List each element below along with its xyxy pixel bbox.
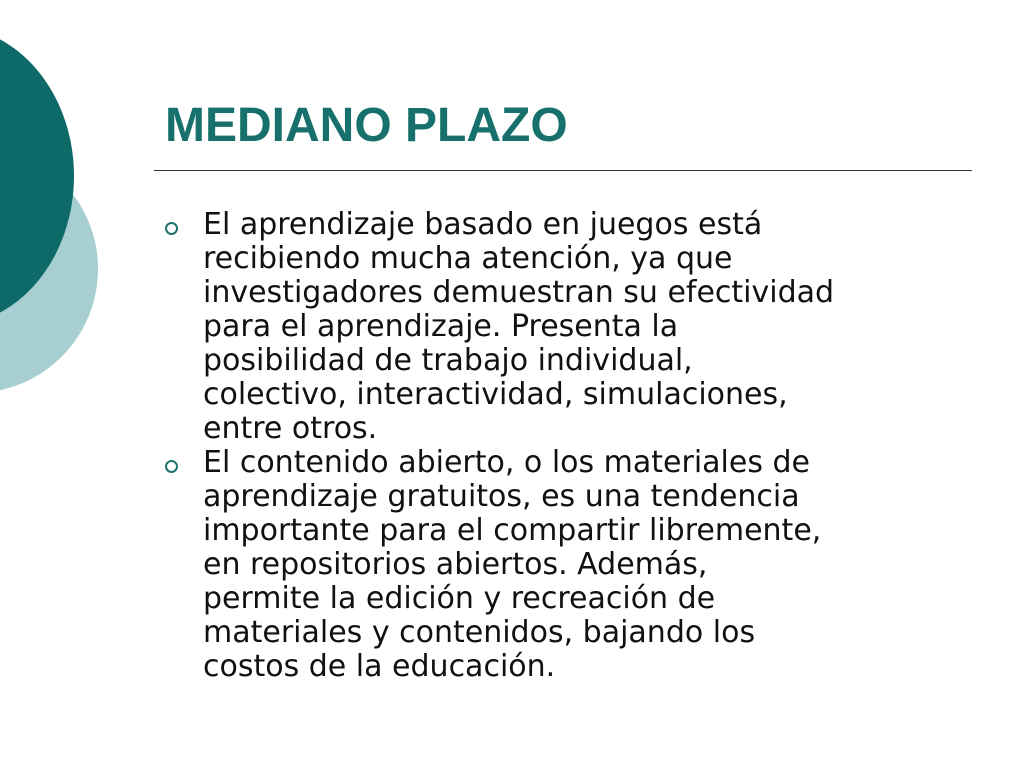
bullet-text: El contenido abierto, o los materiales de aprendizaje gratuitos, es una tendencia importante para el compartir libremente, en repositorios abiertos. Además, permite la edición y recreación de materiales y contenidos, bajando los costos de la educación. bbox=[203, 445, 822, 684]
title-divider bbox=[154, 170, 972, 171]
bullet-text: El aprendizaje basado en juegos está recibiendo mucha atención, ya que investigadores demuestran su efectividad para el aprendizaje. Presenta la posibilidad de trabajo individual, colectivo, interactividad, simulaciones, entre otros. bbox=[203, 207, 835, 446]
bullet-list bbox=[160, 208, 960, 684]
bullet-item bbox=[160, 208, 960, 446]
hollow-circle-icon bbox=[165, 460, 178, 473]
bullet-item bbox=[160, 446, 960, 684]
slide-title: MEDIANO PLAZO bbox=[165, 99, 568, 152]
hollow-circle-icon bbox=[165, 222, 178, 235]
